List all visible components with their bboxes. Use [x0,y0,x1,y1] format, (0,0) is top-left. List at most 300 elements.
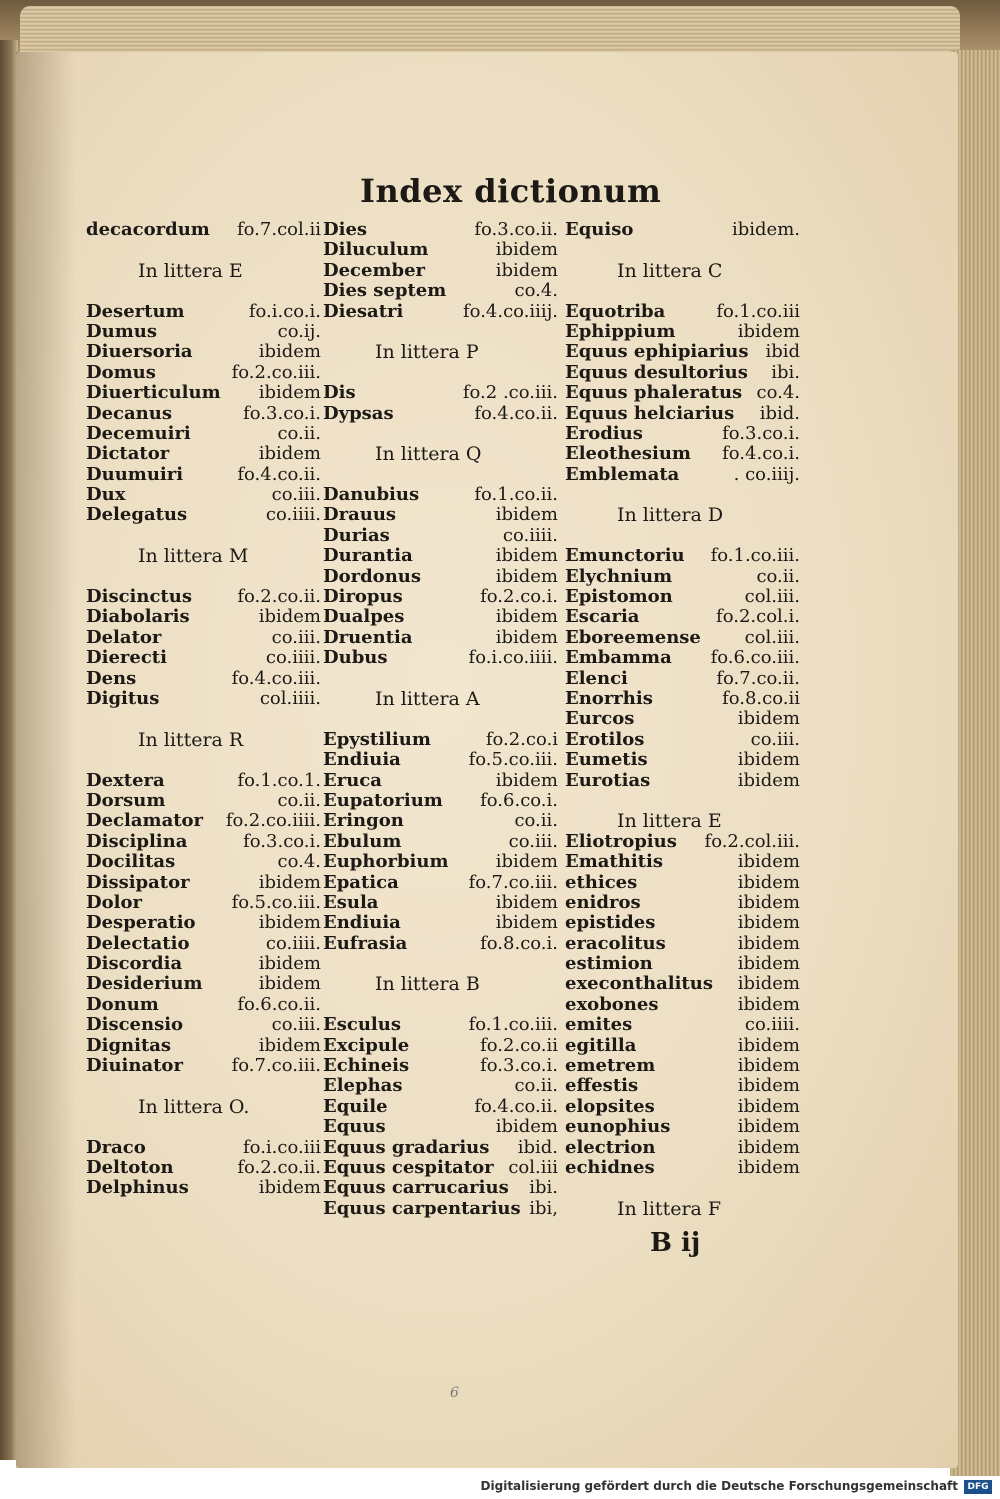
index-entry [86,485,321,505]
section-heading-text: In littera Q [375,443,482,466]
entry-reference: ibidem [495,565,558,587]
index-entry [565,220,800,240]
index-entry [86,791,321,811]
index-entry [86,567,321,587]
entry-word: Equus [323,1116,386,1138]
index-entry [86,220,321,240]
index-entry [323,363,558,383]
index-entry [565,648,800,668]
entry-word: Equus cespitator [323,1156,494,1178]
index-entry [323,220,558,240]
entry-word: Epistomon [565,586,673,608]
entry-reference: ibidem [258,1034,321,1056]
entry-reference: col.iii. [744,626,800,648]
index-entry [323,1117,558,1137]
entry-word: Eringon [323,810,404,832]
entry-word: Equile [323,1095,388,1117]
entry-word: Dictator [86,443,170,465]
entry-word: Durantia [323,545,413,567]
entry-reference: ibidem [737,1075,800,1097]
entry-word: Eurcos [565,708,635,730]
index-entry [86,974,321,994]
entry-reference: fo.2.co.ii. [237,1156,321,1178]
entry-word: Delator [86,626,162,648]
index-entry [86,1178,321,1198]
index-entry [565,1138,800,1158]
entry-word: Erodius [565,422,643,444]
entry-reference: fo.i.co.iii [243,1136,321,1158]
index-entry [323,383,558,403]
entry-reference: ibidem [495,891,558,913]
entry-reference: ibidem [737,769,800,791]
entry-word: Equotriba [565,300,666,322]
entry-word: Equus carrucarius [323,1177,509,1199]
entry-reference: ibidem [737,953,800,975]
entry-reference: fo.3.co.i. [243,402,321,424]
index-entry [565,689,800,709]
entry-reference: fo.3.co.i. [243,830,321,852]
entry-word: Dies septem [323,280,447,302]
index-entry [323,954,558,974]
index-entry [323,567,558,587]
entry-word: Epatica [323,871,399,893]
entry-word: exobones [565,993,659,1015]
entry-word: Dualpes [323,606,405,628]
index-entry [323,750,558,770]
index-entry [323,852,558,872]
entry-reference: ibi. [529,1177,558,1199]
index-entry [86,424,321,444]
entry-word: Druentia [323,626,413,648]
index-entry [86,628,321,648]
section-heading [323,689,558,709]
entry-word: Esula [323,891,379,913]
entry-reference: ibidem [495,1116,558,1138]
section-heading [323,342,558,362]
entry-reference: fo.4.co.iiij. [463,300,558,322]
entry-word: Excipule [323,1034,410,1056]
entry-reference: ibidem [737,1156,800,1178]
entry-word: Diabolaris [86,606,190,628]
index-entry [86,771,321,791]
entry-word: Elychnium [565,565,673,587]
index-entry [323,995,558,1015]
entry-reference: fo.3.co.i. [480,1055,558,1077]
index-entry [565,567,800,587]
index-entry [86,465,321,485]
entry-word: Eliotropius [565,830,677,852]
index-entry [565,730,800,750]
index-entry [323,1015,558,1035]
index-entry [565,404,800,424]
entry-word: Dordonus [323,565,421,587]
entry-reference: fo.2.co.ii [480,1034,558,1056]
section-heading-text: In littera R [138,728,244,751]
index-entry [86,587,321,607]
entry-reference: co.ii. [277,422,321,444]
index-entry [323,1138,558,1158]
entry-word: Deltoton [86,1156,174,1178]
entry-reference: ibid. [517,1136,558,1158]
entry-reference: co.4. [277,851,321,873]
entry-reference: ibidem [737,851,800,873]
entry-reference: ibidem [737,320,800,342]
index-entry [323,811,558,831]
index-entry [323,934,558,954]
index-entry [323,1036,558,1056]
dfg-logo: DFG [964,1480,992,1494]
entry-word: Discordia [86,953,183,975]
entry-word: Dens [86,667,137,689]
entry-reference: fo.8.co.i. [480,932,558,954]
section-heading [86,1097,321,1117]
entry-reference: ibidem [495,259,558,281]
entry-word: egitilla [565,1034,637,1056]
page-edges-top [20,6,960,54]
entry-reference: ibidem [737,932,800,954]
entry-reference: ibidem [495,851,558,873]
entry-word: Euphorbium [323,851,449,873]
index-entry [86,444,321,464]
entry-word: elopsites [565,1095,655,1117]
index-entry [565,526,800,546]
entry-word: execonthalitus [565,973,713,995]
entry-word: Emblemata [565,463,680,485]
entry-word: Ephippium [565,320,676,342]
index-entry [323,587,558,607]
index-entry [565,1015,800,1035]
section-heading-text: In littera E [138,259,243,282]
entry-reference: co.ii. [514,1075,558,1097]
entry-word: Dis [323,382,356,404]
index-entry [565,1097,800,1117]
entry-word: Emathitis [565,851,663,873]
entry-word: Eupatorium [323,789,443,811]
entry-word: Decanus [86,402,172,424]
entry-reference: co.iii. [271,1014,321,1036]
entry-reference: ibid. [759,402,800,424]
entry-reference: ibidem [258,341,321,363]
entry-reference: ibidem [258,382,321,404]
entry-word: effestis [565,1075,639,1097]
index-entry [86,363,321,383]
entry-reference: co.ii. [514,810,558,832]
index-column-3 [565,220,800,1219]
section-heading-text: In littera D [617,504,724,527]
entry-reference: fo.7.co.iii. [231,1055,321,1077]
section-heading-text: In littera P [375,341,479,364]
entry-reference: ibidem [737,973,800,995]
index-entry [565,934,800,954]
entry-reference: ibidem [258,871,321,893]
section-heading [86,261,321,281]
index-entry [565,974,800,994]
index-entry [86,873,321,893]
entry-word: Dorsum [86,789,166,811]
index-entry [86,1015,321,1035]
index-entry [86,811,321,831]
entry-reference: co.ij. [277,320,321,342]
entry-word: enidros [565,891,641,913]
section-heading-text: In littera F [617,1197,722,1220]
index-entry [565,893,800,913]
section-heading [323,444,558,464]
index-entry [565,709,800,729]
index-entry [323,669,558,689]
index-entry [86,281,321,301]
index-entry [323,281,558,301]
entry-reference: fo.4.co.ii. [237,463,321,485]
index-entry [565,240,800,260]
entry-word: Dies [323,219,368,240]
entry-reference: fo.5.co.iii. [468,749,558,771]
index-entry [86,1036,321,1056]
entry-reference: ibidem [737,1136,800,1158]
index-entry [323,832,558,852]
entry-word: Delphinus [86,1177,189,1199]
entry-word: Discensio [86,1014,184,1036]
entry-reference: ibidem [737,1034,800,1056]
section-heading [565,261,800,281]
entry-reference: co.4. [514,280,558,302]
index-entry [323,1199,558,1219]
entry-reference: co.ii. [756,565,800,587]
entry-word: Eurotias [565,769,651,791]
entry-word: Endiuia [323,749,401,771]
index-entry [565,628,800,648]
entry-word: Dignitas [86,1034,172,1056]
index-entry [86,648,321,668]
entry-word: Eboreemense [565,626,701,648]
section-heading-text: In littera C [617,259,723,282]
entry-word: Dierecti [86,647,167,669]
index-entry [565,363,800,383]
entry-reference: ibidem. [731,219,800,240]
entry-word: Desertum [86,300,185,322]
digitization-credit: Digitalisierung gefördert durch die Deutsche Forschungsgemeinschaft [480,1479,958,1493]
entry-word: Escaria [565,606,640,628]
entry-reference: fo.2.co.iiii. [225,810,321,832]
section-heading [86,546,321,566]
entry-reference: co.iiii. [265,647,321,669]
entry-word: Diuinator [86,1055,183,1077]
index-entry [323,791,558,811]
index-entry [565,302,800,322]
entry-word: Echineis [323,1055,410,1077]
entry-reference: fo.4.co.iii. [231,667,321,689]
entry-word: Equus desultorius [565,361,748,383]
index-entry [565,771,800,791]
index-entry [323,302,558,322]
index-entry [86,342,321,362]
index-entry [323,1056,558,1076]
entry-word: Discinctus [86,586,192,608]
index-entry [565,1036,800,1056]
entry-reference: ibidem [495,769,558,791]
section-heading [86,730,321,750]
index-entry [323,730,558,750]
index-entry [86,669,321,689]
index-entry [323,913,558,933]
index-entry [86,852,321,872]
page-title: Index dictionum [360,172,662,210]
entry-reference: ibidem [737,1116,800,1138]
entry-word: Ebulum [323,830,402,852]
index-entry [565,383,800,403]
index-entry [565,546,800,566]
entry-reference: ibidem [258,973,321,995]
entry-reference: fo.2.co.ii. [237,586,321,608]
entry-reference: fo.2 .co.iii. [462,382,558,404]
index-entry [323,1076,558,1096]
index-entry [565,1056,800,1076]
entry-reference: ibidem [737,891,800,913]
entry-word: Draco [86,1136,146,1158]
entry-reference: fo.4.co.ii. [474,402,558,424]
entry-reference: col.iii [508,1156,558,1178]
entry-reference: ibidem [495,606,558,628]
index-entry [565,669,800,689]
entry-word: Erotilos [565,728,645,750]
entry-reference: fo.7.co.ii. [716,667,800,689]
entry-word: Domus [86,361,156,383]
entry-reference: col.iiii. [259,687,321,709]
entry-word: ethices [565,871,638,893]
entry-word: Desiderium [86,973,203,995]
index-entry [86,893,321,913]
entry-reference: fo.2.col.i. [716,606,800,628]
index-entry [86,607,321,627]
index-entry [323,404,558,424]
entry-word: Equus gradarius [323,1136,490,1158]
pencil-mark: 6 [450,1385,459,1401]
entry-word: Elenci [565,667,628,689]
index-entry [86,404,321,424]
entry-reference: fo.i.co.iiii. [468,647,558,669]
index-column-2 [323,220,558,1219]
entry-reference: ibidem [737,912,800,934]
entry-word: Dypsas [323,402,394,424]
entry-reference: col.iii. [744,586,800,608]
entry-word: Elephas [323,1075,403,1097]
entry-word: emetrem [565,1055,656,1077]
entry-reference: fo.4.co.ii. [474,1095,558,1117]
entry-word: Diuerticulum [86,382,221,404]
entry-reference: ibidem [495,545,558,567]
index-entry [323,465,558,485]
index-entry [86,913,321,933]
entry-reference: ibidem [737,708,800,730]
entry-reference: fo.2.co.i. [480,586,558,608]
entry-word: Declamator [86,810,204,832]
signature-mark: B ij [650,1228,701,1258]
index-entry [323,771,558,791]
index-entry [565,1117,800,1137]
entry-word: Donum [86,993,159,1015]
entry-word: Epystilium [323,728,431,750]
index-entry [86,302,321,322]
entry-word: Dextera [86,769,165,791]
entry-word: decacordum [86,219,210,240]
entry-reference: fo.2.col.iii. [704,830,800,852]
index-entry [565,587,800,607]
index-entry [86,383,321,403]
entry-word: Esculus [323,1014,401,1036]
entry-reference: co.4. [756,382,800,404]
index-entry [323,485,558,505]
section-heading [323,974,558,994]
index-entry [565,832,800,852]
entry-word: Dumus [86,320,157,342]
entry-word: Eruca [323,769,382,791]
index-entry [323,240,558,260]
index-entry [565,1158,800,1178]
entry-word: echidnes [565,1156,655,1178]
entry-reference: ibidem [258,1177,321,1199]
section-heading [565,1199,800,1219]
entry-word: Eumetis [565,749,648,771]
entry-word: Dux [86,484,126,506]
index-entry [565,1178,800,1198]
entry-word: Dubus [323,647,388,669]
entry-word: Equus helciarius [565,402,735,424]
entry-word: Equus carpentarius [323,1197,521,1219]
entry-word: eunophius [565,1116,671,1138]
entry-reference: ibidem [495,912,558,934]
index-entry [323,261,558,281]
entry-word: Diluculum [323,239,429,261]
index-entry [323,546,558,566]
entry-word: Diuersoria [86,341,193,363]
index-entry [323,648,558,668]
index-entry [323,873,558,893]
entry-reference: co.iii. [271,626,321,648]
index-entry [86,995,321,1015]
entry-reference: fo.6.co.iii. [710,647,800,669]
section-heading-text: In littera O. [138,1095,250,1118]
index-entry [323,607,558,627]
entry-word: Endiuia [323,912,401,934]
entry-word: Eufrasia [323,932,408,954]
entry-reference: fo.6.co.ii. [237,993,321,1015]
index-entry [86,240,321,260]
entry-reference: ibidem [495,504,558,526]
index-entry [86,709,321,729]
section-heading-text: In littera E [617,810,722,833]
index-entry [565,607,800,627]
index-column-1 [86,220,321,1199]
index-entry [565,424,800,444]
entry-reference: ibidem [737,1095,800,1117]
index-entry [86,934,321,954]
entry-reference: fo.7.co.iii. [468,871,558,893]
entry-reference: fo.6.co.i. [480,789,558,811]
entry-reference: fo.1.co.ii. [474,484,558,506]
entry-reference: co.iiii. [744,1014,800,1036]
index-entry [565,281,800,301]
entry-reference: ibidem [258,912,321,934]
entry-word: Enorrhis [565,687,653,709]
entry-reference: ibidem [258,443,321,465]
index-entry [323,893,558,913]
entry-reference: fo.4.co.i. [722,443,800,465]
entry-reference: co.iiii. [265,932,321,954]
index-entry [323,1158,558,1178]
index-entry [565,913,800,933]
index-entry [86,954,321,974]
index-entry [323,628,558,648]
entry-reference: ibi. [771,361,800,383]
